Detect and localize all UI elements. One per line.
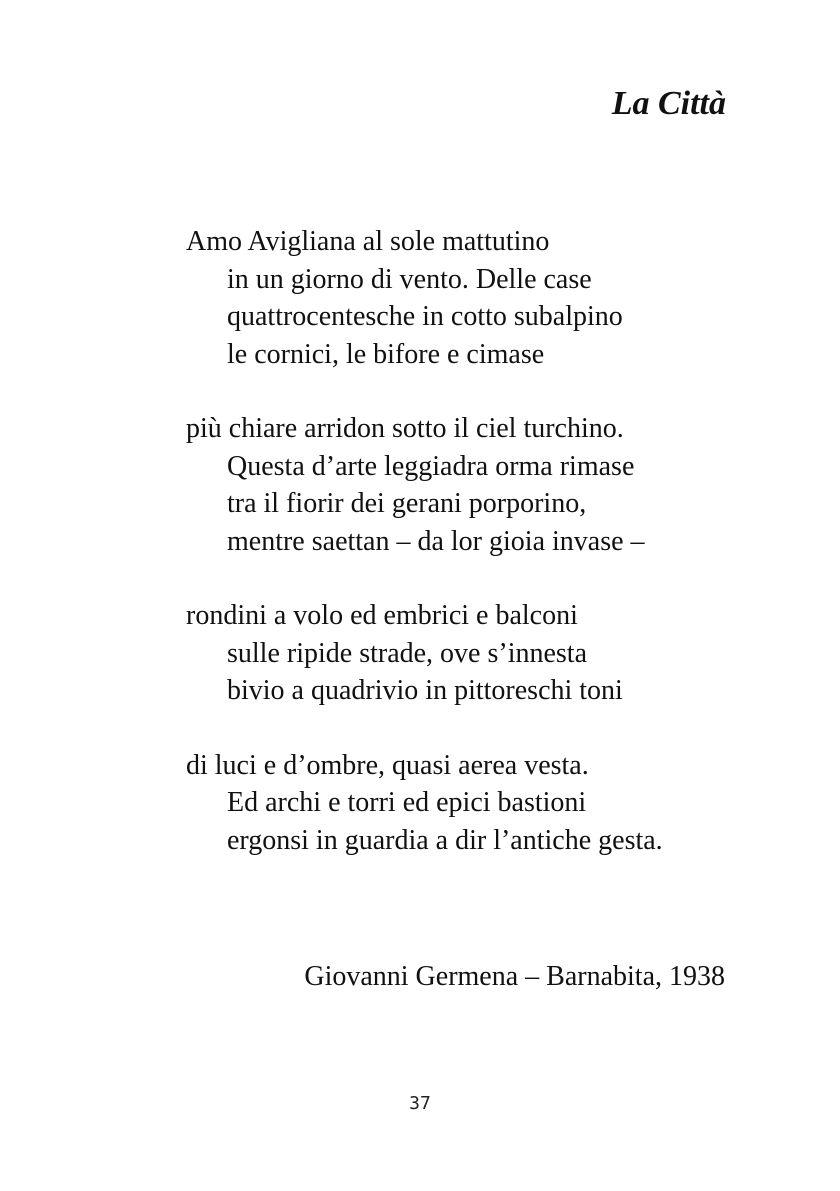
poem-body: [186, 223, 786, 896]
stanza-1: [186, 223, 786, 373]
page-number: 37: [409, 1093, 431, 1114]
poem-line: sulle ripide strade, ove s’innesta: [227, 637, 588, 669]
poem-line: in un giorno di vento. Delle case: [227, 263, 592, 295]
poem-line: le cornici, le bifore e cimase: [227, 338, 545, 370]
poem-line: Ed archi e torri ed epici bastioni: [227, 787, 587, 818]
author-signature: Giovanni Germena – Barnabita, 1938: [304, 961, 725, 992]
poem-line: mentre saettan – da lor gioia invase –: [227, 525, 645, 557]
poem-line: rondini a volo ed embrici e balconi: [186, 600, 578, 631]
poem-line: Questa d’arte leggiadra orma rimase: [227, 450, 635, 482]
poem-line: quattrocentesche in cotto subalpino: [227, 301, 623, 332]
poem-line: tra il fiorir dei gerani porporino,: [227, 488, 587, 519]
poem-title: La Città: [611, 85, 726, 122]
poem-line: ergonsi in guardia a dir l’antiche gesta.: [227, 824, 663, 856]
poem-line: di luci e d’ombre, quasi aerea vesta.: [186, 749, 589, 781]
stanza-4: [186, 747, 786, 860]
poem-line: Amo Avigliana al sole mattutino: [186, 226, 550, 257]
poem-line: bivio a quadrivio in pittoreschi toni: [227, 675, 623, 706]
stanza-2: [186, 410, 786, 560]
stanza-3: [186, 597, 786, 710]
poem-line: più chiare arridon sotto il ciel turchino.: [186, 413, 624, 444]
